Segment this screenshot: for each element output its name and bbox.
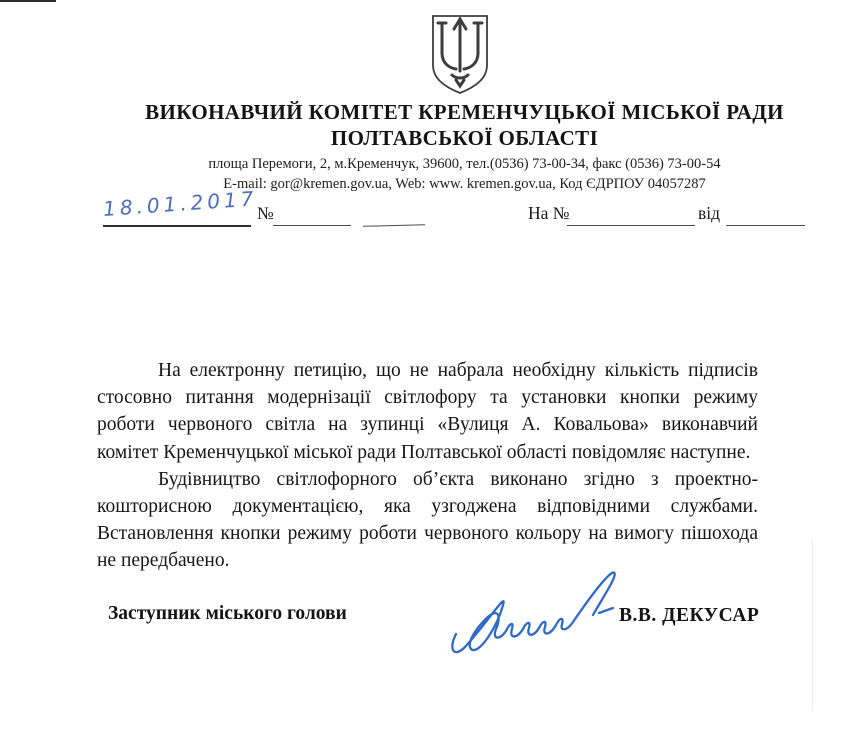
org-name-line1: ВИКОНАВЧИЙ КОМІТЕТ КРЕМЕНЧУЦЬКОЇ МІСЬКОЇ РАДИ <box>145 100 784 124</box>
org-name-line2: ПОЛТАВСЬКОЇ ОБЛАСТІ <box>330 126 599 150</box>
letter-body <box>97 357 758 575</box>
signer-position-title: Заступник міського голови <box>108 603 347 624</box>
body-paragraph-1: На електронну петицію, що не набрала необхідну кількість підписів стосовно питання модернізації світлофору та установки кнопки режиму роботи червоного світла на зупинці «Вулиця А. Ковальова» виконавчий комітет Кременчуцької міської ради Полтавської області повідомляє наступне. <box>97 360 758 463</box>
handwritten-date: 18.01.2017 <box>102 186 259 221</box>
handwritten-signature-icon <box>446 570 624 666</box>
ukraine-trident-emblem-icon <box>427 13 493 97</box>
signer-name: В.В. ДЕКУСАР <box>619 605 760 626</box>
letterhead <box>80 99 849 193</box>
outgoing-number-label: № <box>257 203 274 223</box>
date-underline <box>103 225 251 227</box>
reply-date-blank-line <box>726 225 805 226</box>
scan-artifact-fold-line <box>812 540 813 710</box>
outgoing-number-blank-line-2 <box>363 224 425 227</box>
org-contact-line: E-mail: gor@kremen.gov.ua, Web: www. kremen.gov.ua, Код ЄДРПОУ 04057287 <box>223 175 706 192</box>
body-paragraph-2: Будівництво світлофорного об’єкта виконано згідно з проектно-кошторисною документацією, яка узгоджена відповідними службами. Встановлення кнопки режиму роботи червоного кольору на вимогу пішохода не передбачено. <box>97 468 758 572</box>
outgoing-number-blank-line <box>273 225 351 226</box>
reply-date-label: від <box>698 203 721 223</box>
org-address-line: площа Перемоги, 2, м.Кременчук, 39600, тел.(0536) 73-00-34, факс (0536) 73-00-54 <box>208 156 721 172</box>
scan-artifact-top-edge <box>0 0 56 2</box>
reply-number-blank-line <box>567 225 695 226</box>
reply-to-number-label: На № <box>528 203 570 223</box>
